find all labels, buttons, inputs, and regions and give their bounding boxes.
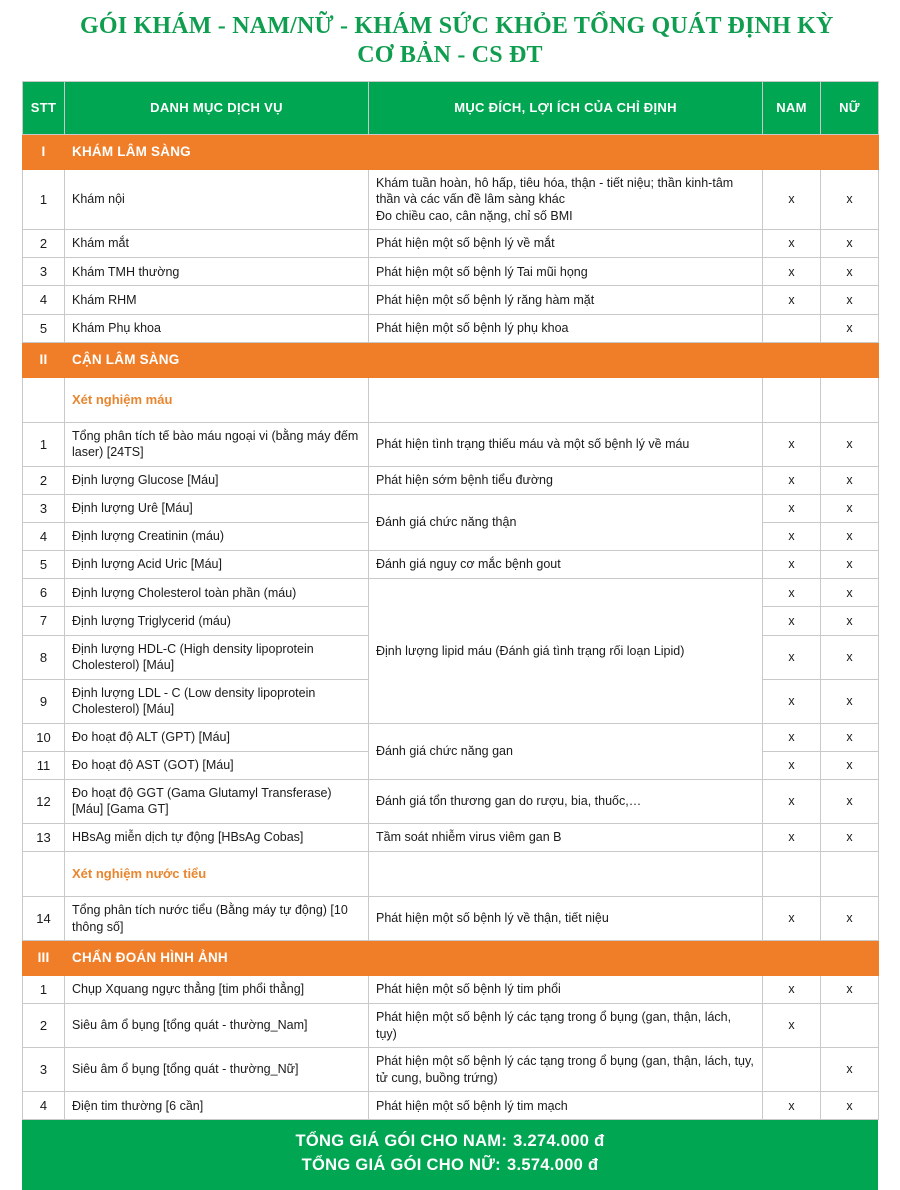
row-number: 6 bbox=[23, 579, 65, 607]
row-mark-male: x bbox=[763, 635, 821, 679]
row-service-name: Điện tim thường [6 cần] bbox=[65, 1092, 369, 1120]
column-header-female: NỮ bbox=[821, 81, 879, 134]
row-service-name: HBsAg miễn dịch tự động [HBsAg Cobas] bbox=[65, 823, 369, 851]
row-service-name: Định lượng Cholesterol toàn phần (máu) bbox=[65, 579, 369, 607]
row-mark-male: x bbox=[763, 286, 821, 314]
row-mark-female: x bbox=[821, 1092, 879, 1120]
page-title bbox=[0, 0, 900, 81]
subsection-header-row bbox=[23, 377, 879, 422]
table-row bbox=[23, 286, 879, 314]
row-mark-female: x bbox=[821, 230, 879, 258]
total-price-male-line bbox=[22, 1130, 878, 1154]
row-mark-female: x bbox=[821, 823, 879, 851]
row-service-name: Khám TMH thường bbox=[65, 258, 369, 286]
row-purpose: Phát hiện một số bệnh lý về thận, tiết niệu bbox=[369, 897, 763, 941]
row-service-name: Tổng phân tích nước tiểu (Bằng máy tự động) [10 thông số] bbox=[65, 897, 369, 941]
row-number: 11 bbox=[23, 751, 65, 779]
row-mark-female: x bbox=[821, 897, 879, 941]
table-row bbox=[23, 314, 879, 342]
subsection-label: Xét nghiệm máu bbox=[65, 377, 369, 422]
row-service-name: Đo hoạt độ GGT (Gama Glutamyl Transferase) [Máu] [Gama GT] bbox=[65, 779, 369, 823]
row-mark-female bbox=[821, 1004, 879, 1048]
row-purpose: Phát hiện một số bệnh lý Tai mũi họng bbox=[369, 258, 763, 286]
table-row bbox=[23, 823, 879, 851]
section-filler bbox=[369, 134, 763, 169]
row-number: 1 bbox=[23, 169, 65, 230]
row-number: 4 bbox=[23, 286, 65, 314]
row-purpose: Phát hiện tình trạng thiếu máu và một số bệnh lý về máu bbox=[369, 422, 763, 466]
total-price-male-label: TỔNG GIÁ GÓI CHO NAM: bbox=[295, 1132, 508, 1151]
row-service-name: Định lượng Glucose [Máu] bbox=[65, 466, 369, 494]
row-service-name: Khám RHM bbox=[65, 286, 369, 314]
column-header-male: NAM bbox=[763, 81, 821, 134]
row-mark-female: x bbox=[821, 314, 879, 342]
table-header-row bbox=[23, 81, 879, 134]
section-filler bbox=[821, 941, 879, 976]
row-service-name: Định lượng Urê [Máu] bbox=[65, 494, 369, 522]
row-mark-male: x bbox=[763, 823, 821, 851]
service-table bbox=[22, 81, 879, 1121]
table-row bbox=[23, 169, 879, 230]
row-service-name: Đo hoạt độ AST (GOT) [Máu] bbox=[65, 751, 369, 779]
row-mark-female: x bbox=[821, 286, 879, 314]
row-mark-male bbox=[763, 1048, 821, 1092]
total-price-footer bbox=[22, 1120, 878, 1190]
row-number: 12 bbox=[23, 779, 65, 823]
section-filler bbox=[821, 134, 879, 169]
row-service-name: Siêu âm ổ bụng [tổng quát - thường_Nam] bbox=[65, 1004, 369, 1048]
row-number: 2 bbox=[23, 466, 65, 494]
table-row bbox=[23, 258, 879, 286]
row-purpose: Phát hiện một số bệnh lý tim mạch bbox=[369, 1092, 763, 1120]
table-row bbox=[23, 897, 879, 941]
section-label: CẬN LÂM SÀNG bbox=[65, 342, 369, 377]
row-number: 2 bbox=[23, 1004, 65, 1048]
section-label: KHÁM LÂM SÀNG bbox=[65, 134, 369, 169]
row-mark-female: x bbox=[821, 466, 879, 494]
row-mark-male: x bbox=[763, 1004, 821, 1048]
row-purpose: Đánh giá chức năng thận bbox=[369, 494, 763, 550]
row-mark-male: x bbox=[763, 723, 821, 751]
table-row bbox=[23, 1048, 879, 1092]
row-purpose: Phát hiện một số bệnh lý các tạng trong ổ bụng (gan, thận, lách, tụy) bbox=[369, 1004, 763, 1048]
section-filler bbox=[763, 342, 821, 377]
row-mark-male: x bbox=[763, 230, 821, 258]
section-band-row bbox=[23, 134, 879, 169]
row-service-name: Khám Phụ khoa bbox=[65, 314, 369, 342]
row-purpose: Phát hiện một số bệnh lý về mắt bbox=[369, 230, 763, 258]
table-row bbox=[23, 466, 879, 494]
row-service-name: Đo hoạt độ ALT (GPT) [Máu] bbox=[65, 723, 369, 751]
row-mark-male: x bbox=[763, 679, 821, 723]
subsection-blank bbox=[763, 852, 821, 897]
row-number: 4 bbox=[23, 1092, 65, 1120]
row-mark-male: x bbox=[763, 169, 821, 230]
row-number: 3 bbox=[23, 494, 65, 522]
row-mark-female: x bbox=[821, 751, 879, 779]
row-mark-male: x bbox=[763, 897, 821, 941]
row-mark-male: x bbox=[763, 607, 821, 635]
row-purpose: Phát hiện một số bệnh lý các tạng trong ổ bụng (gan, thận, lách, tụy, tử cung, buồng trứng) bbox=[369, 1048, 763, 1092]
row-mark-male: x bbox=[763, 551, 821, 579]
row-number: 2 bbox=[23, 230, 65, 258]
total-price-male-value: 3.274.000 đ bbox=[513, 1132, 605, 1151]
column-header-purpose: MỤC ĐÍCH, LỢI ÍCH CỦA CHỈ ĐỊNH bbox=[369, 81, 763, 134]
section-numeral: I bbox=[23, 134, 65, 169]
row-mark-female: x bbox=[821, 679, 879, 723]
row-number: 10 bbox=[23, 723, 65, 751]
row-mark-female: x bbox=[821, 1048, 879, 1092]
row-purpose: Đánh giá chức năng gan bbox=[369, 723, 763, 779]
row-mark-male: x bbox=[763, 466, 821, 494]
row-service-name: Siêu âm ổ bụng [tổng quát - thường_Nữ] bbox=[65, 1048, 369, 1092]
row-service-name: Định lượng Creatinin (máu) bbox=[65, 522, 369, 550]
row-mark-male: x bbox=[763, 422, 821, 466]
subsection-header-row bbox=[23, 852, 879, 897]
table-header bbox=[23, 81, 879, 134]
table-row bbox=[23, 723, 879, 751]
section-numeral: II bbox=[23, 342, 65, 377]
section-filler bbox=[369, 342, 763, 377]
table-row bbox=[23, 1092, 879, 1120]
row-purpose: Phát hiện một số bệnh lý răng hàm mặt bbox=[369, 286, 763, 314]
subsection-blank bbox=[23, 377, 65, 422]
section-numeral: III bbox=[23, 941, 65, 976]
row-mark-female: x bbox=[821, 551, 879, 579]
subsection-label: Xét nghiệm nước tiểu bbox=[65, 852, 369, 897]
row-number: 13 bbox=[23, 823, 65, 851]
row-number: 1 bbox=[23, 976, 65, 1004]
row-purpose: Định lượng lipid máu (Đánh giá tình trạng rối loạn Lipid) bbox=[369, 579, 763, 723]
row-purpose: Phát hiện một số bệnh lý tim phổi bbox=[369, 976, 763, 1004]
subsection-blank bbox=[369, 377, 763, 422]
row-number: 3 bbox=[23, 1048, 65, 1092]
subsection-blank bbox=[23, 852, 65, 897]
table-row bbox=[23, 230, 879, 258]
section-filler bbox=[369, 941, 763, 976]
row-service-name: Khám nội bbox=[65, 169, 369, 230]
table-row bbox=[23, 579, 879, 607]
row-service-name: Định lượng LDL - C (Low density lipoprotein Cholesterol) [Máu] bbox=[65, 679, 369, 723]
row-service-name: Khám mắt bbox=[65, 230, 369, 258]
row-mark-male: x bbox=[763, 258, 821, 286]
row-mark-female: x bbox=[821, 522, 879, 550]
row-number: 14 bbox=[23, 897, 65, 941]
section-band-row bbox=[23, 941, 879, 976]
row-mark-male: x bbox=[763, 779, 821, 823]
row-number: 3 bbox=[23, 258, 65, 286]
subsection-blank bbox=[821, 852, 879, 897]
total-price-female-label: TỔNG GIÁ GÓI CHO NỮ: bbox=[301, 1156, 501, 1175]
row-purpose: Phát hiện sớm bệnh tiểu đường bbox=[369, 466, 763, 494]
section-filler bbox=[763, 941, 821, 976]
row-service-name: Tổng phân tích tế bào máu ngoại vi (bằng máy đếm laser) [24TS] bbox=[65, 422, 369, 466]
row-service-name: Định lượng Acid Uric [Máu] bbox=[65, 551, 369, 579]
row-purpose: Tầm soát nhiễm virus viêm gan B bbox=[369, 823, 763, 851]
table-body bbox=[23, 134, 879, 1120]
row-number: 5 bbox=[23, 314, 65, 342]
row-mark-female: x bbox=[821, 607, 879, 635]
total-price-female-value: 3.574.000 đ bbox=[506, 1156, 599, 1175]
row-mark-female: x bbox=[821, 779, 879, 823]
subsection-blank bbox=[821, 377, 879, 422]
row-service-name: Định lượng HDL-C (High density lipoprotein Cholesterol) [Máu] bbox=[65, 635, 369, 679]
table-row bbox=[23, 551, 879, 579]
section-filler bbox=[821, 342, 879, 377]
column-header-service: DANH MỤC DỊCH VỤ bbox=[65, 81, 369, 134]
table-row bbox=[23, 779, 879, 823]
row-purpose: Khám tuần hoàn, hô hấp, tiêu hóa, thận - tiết niệu; thần kinh-tâm thần và các vấn đề lâm sàng khác Đo chiều cao, cân nặng, chỉ số BMI bbox=[369, 169, 763, 230]
row-number: 4 bbox=[23, 522, 65, 550]
row-mark-female: x bbox=[821, 494, 879, 522]
table-row bbox=[23, 422, 879, 466]
page-title-line-2: CƠ BẢN - CS ĐT bbox=[357, 42, 543, 69]
service-table-wrapper bbox=[0, 81, 900, 1121]
table-row bbox=[23, 494, 879, 522]
row-service-name: Định lượng Triglycerid (máu) bbox=[65, 607, 369, 635]
table-row bbox=[23, 1004, 879, 1048]
section-label: CHẨN ĐOÁN HÌNH ẢNH bbox=[65, 941, 369, 976]
section-filler bbox=[763, 134, 821, 169]
row-mark-male: x bbox=[763, 522, 821, 550]
row-number: 9 bbox=[23, 679, 65, 723]
row-mark-female: x bbox=[821, 169, 879, 230]
row-purpose: Đánh giá nguy cơ mắc bệnh gout bbox=[369, 551, 763, 579]
row-mark-male: x bbox=[763, 1092, 821, 1120]
section-band-row bbox=[23, 342, 879, 377]
row-purpose: Phát hiện một số bệnh lý phụ khoa bbox=[369, 314, 763, 342]
row-number: 7 bbox=[23, 607, 65, 635]
row-mark-male: x bbox=[763, 976, 821, 1004]
row-mark-female: x bbox=[821, 422, 879, 466]
page-title-line-1: GÓI KHÁM - NAM/NỮ - KHÁM SỨC KHỎE TỔNG QUÁT ĐỊNH KỲ bbox=[80, 13, 834, 39]
subsection-blank bbox=[369, 852, 763, 897]
total-price-female-line bbox=[22, 1154, 878, 1178]
row-number: 5 bbox=[23, 551, 65, 579]
row-mark-female: x bbox=[821, 579, 879, 607]
row-mark-male: x bbox=[763, 751, 821, 779]
row-service-name: Chụp Xquang ngực thẳng [tim phổi thẳng] bbox=[65, 976, 369, 1004]
row-number: 1 bbox=[23, 422, 65, 466]
subsection-blank bbox=[763, 377, 821, 422]
row-mark-female: x bbox=[821, 635, 879, 679]
row-mark-female: x bbox=[821, 258, 879, 286]
table-row bbox=[23, 976, 879, 1004]
row-mark-male: x bbox=[763, 579, 821, 607]
column-header-stt: STT bbox=[23, 81, 65, 134]
row-purpose: Đánh giá tổn thương gan do rượu, bia, thuốc,… bbox=[369, 779, 763, 823]
row-mark-male bbox=[763, 314, 821, 342]
row-number: 8 bbox=[23, 635, 65, 679]
row-mark-female: x bbox=[821, 723, 879, 751]
row-mark-female: x bbox=[821, 976, 879, 1004]
row-mark-male: x bbox=[763, 494, 821, 522]
